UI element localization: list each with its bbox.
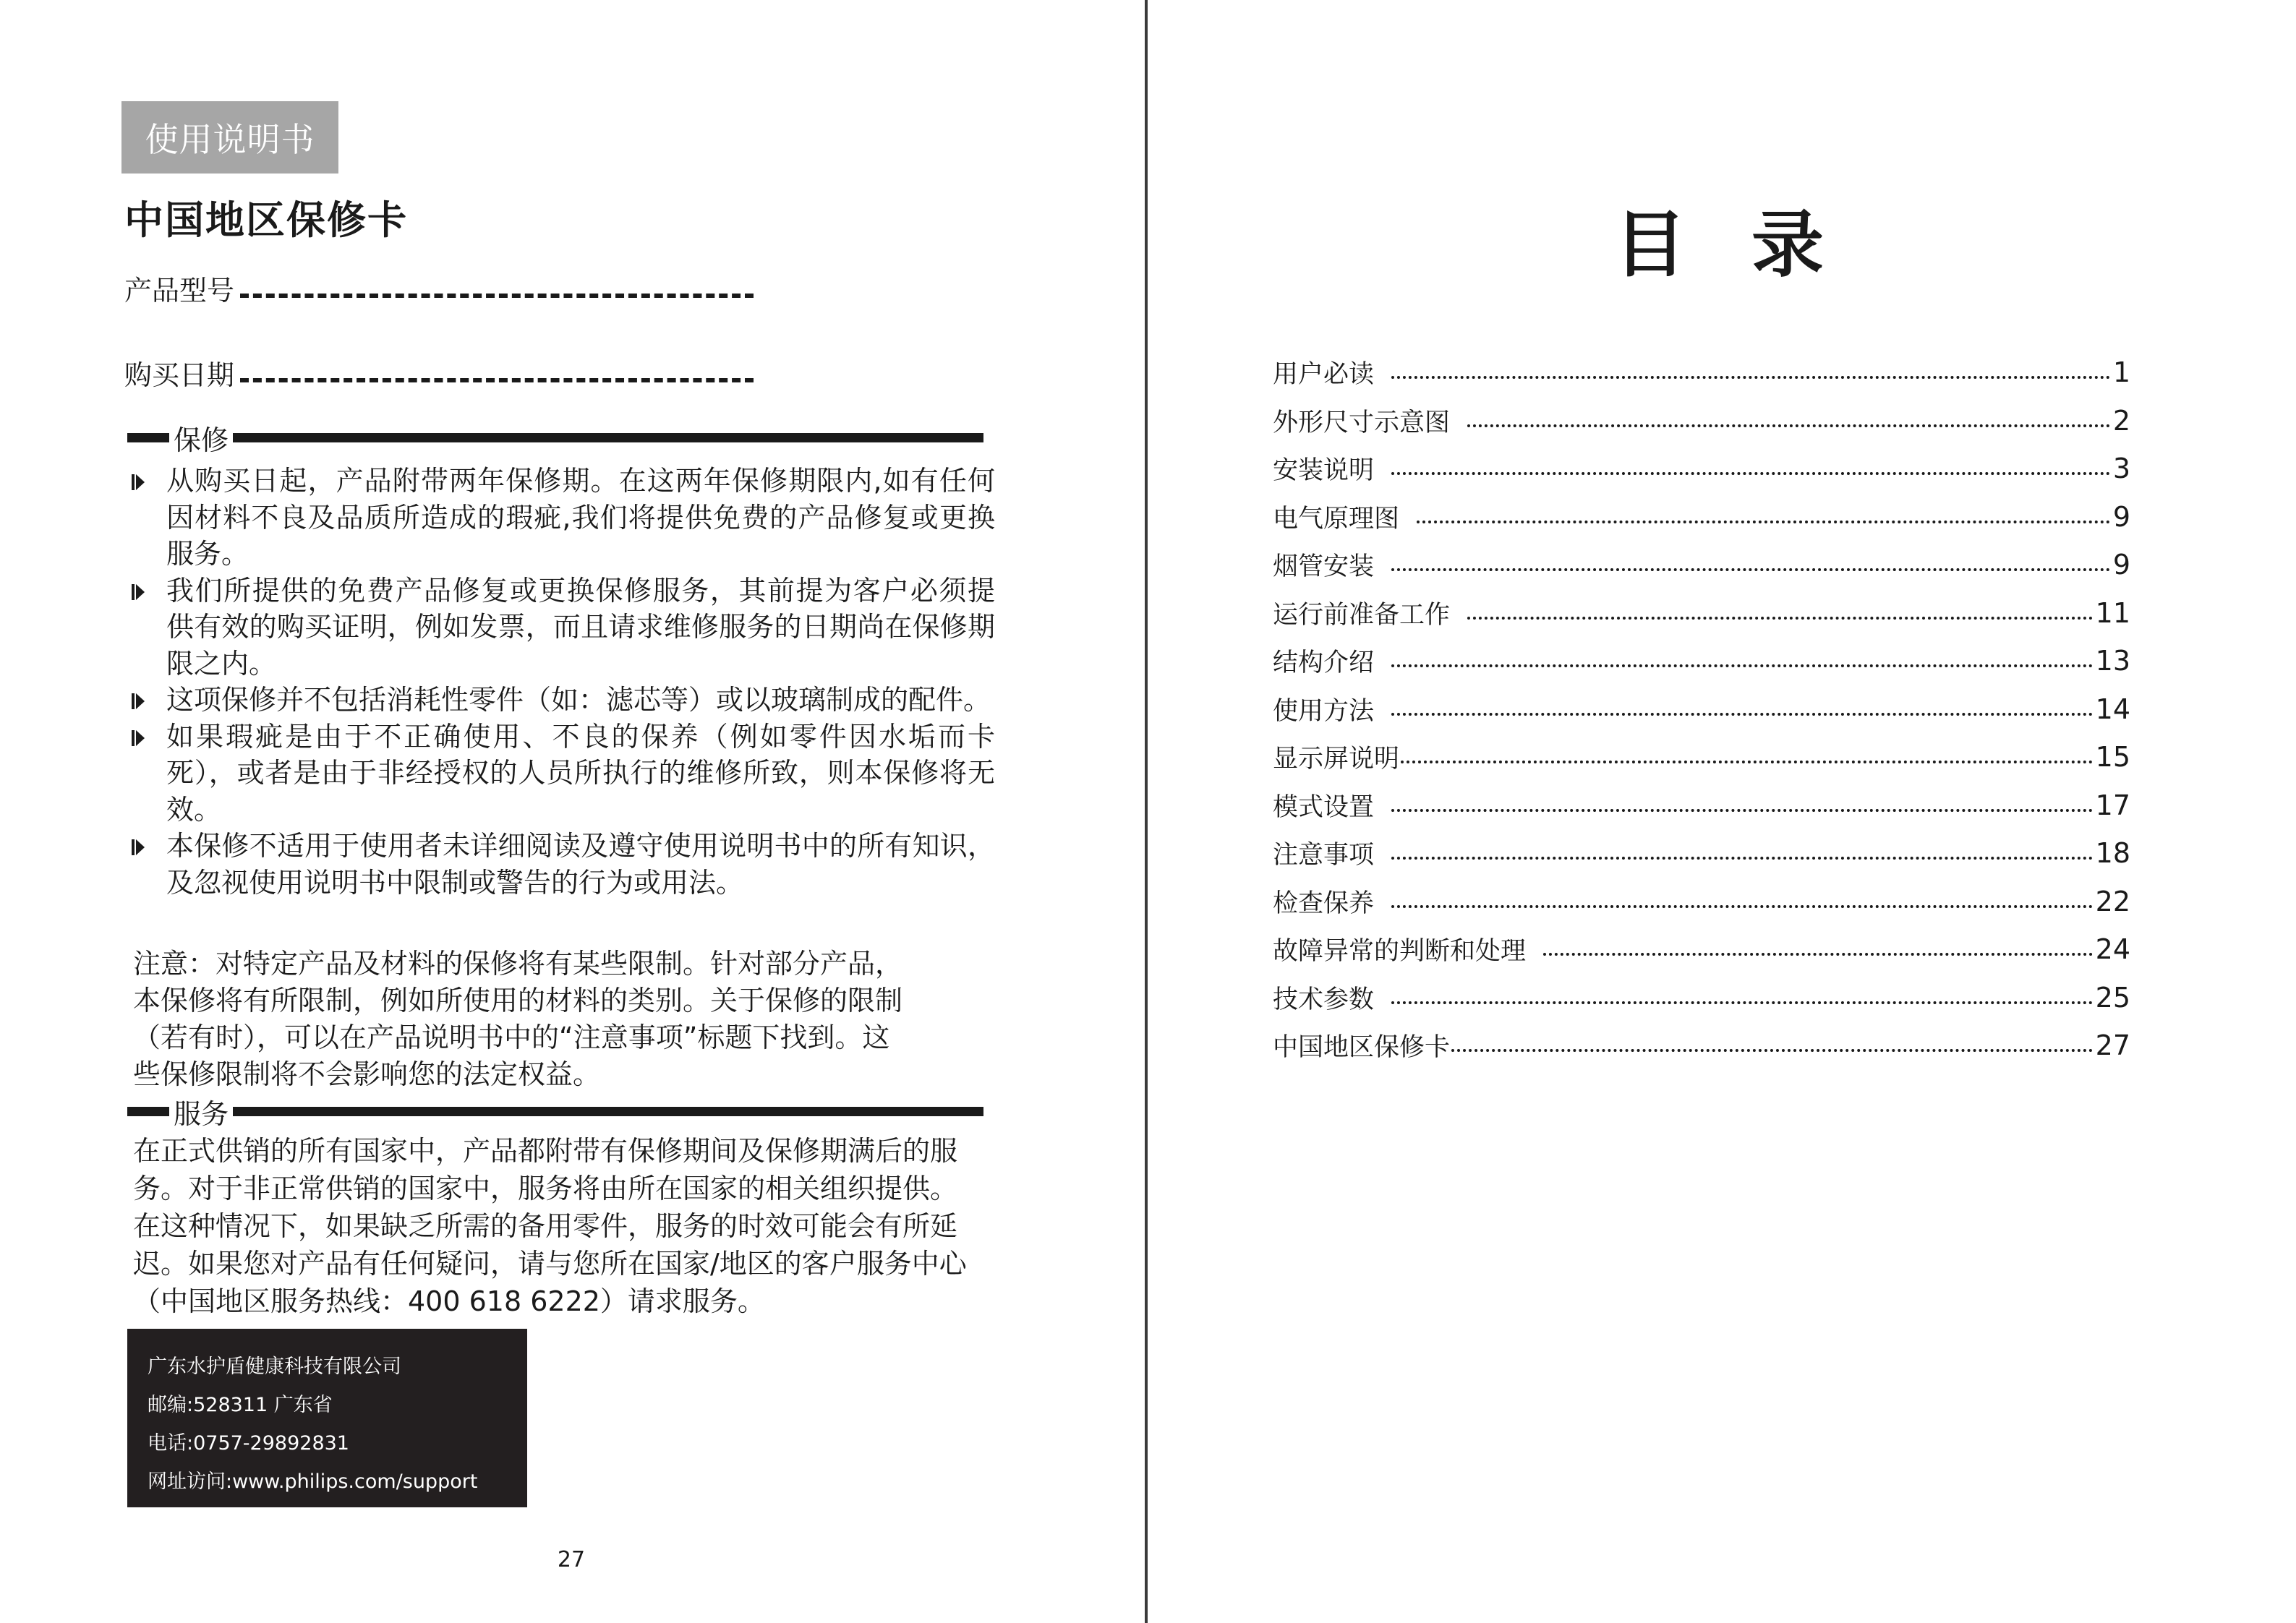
product-model-label: 产品型号	[124, 275, 235, 307]
toc-entry[interactable]	[1273, 685, 2130, 734]
toc-list	[1273, 348, 2130, 1070]
toc-entry[interactable]	[1273, 589, 2130, 638]
toc-entry-label: 中国地区保修卡	[1273, 1033, 1451, 1063]
product-model-blank	[240, 294, 754, 298]
dot-leader	[1451, 1049, 2093, 1052]
service-line: 迟。如果您对产品有任何疑问，请与您所在国家/地区的客户服务中心	[133, 1248, 967, 1280]
warranty-note	[133, 946, 957, 1093]
warranty-card-page	[0, 0, 1146, 1623]
toc-entry-page: 18	[2095, 837, 2130, 870]
list-item	[127, 682, 995, 719]
list-item	[127, 719, 995, 828]
warranty-heading	[127, 418, 983, 457]
toc-entry-page: 11	[2095, 596, 2130, 629]
dot-leader	[1467, 617, 2093, 620]
toc-entry-page: 13	[2095, 645, 2130, 677]
toc-entry-label: 技术参数	[1273, 985, 1375, 1014]
company-info-box	[127, 1329, 527, 1507]
dot-leader	[1391, 664, 2093, 667]
toc-entry-label: 使用方法	[1273, 696, 1375, 726]
toc-entry-label: 显示屏说明	[1273, 745, 1400, 774]
heading-rule-left	[127, 433, 169, 442]
dot-leader	[1467, 424, 2110, 427]
heading-rule-right	[233, 1107, 983, 1116]
bullet-icon	[132, 584, 145, 600]
purchase-date-field	[124, 349, 754, 393]
toc-entry-page: 1	[2112, 356, 2130, 389]
toc-entry[interactable]	[1273, 974, 2130, 1022]
toc-entry[interactable]	[1273, 925, 2130, 974]
heading-rule-right	[233, 433, 983, 442]
toc-entry-page: 15	[2095, 741, 2130, 774]
company-website[interactable]: 网址访问:www.philips.com/support	[148, 1470, 478, 1493]
company-phone: 电话:0757-29892831	[148, 1432, 349, 1455]
toc-entry-page: 9	[2112, 549, 2130, 581]
note-line: 本保修将有所限制，例如所使用的材料的类别。关于保修的限制	[133, 985, 903, 1016]
toc-entry[interactable]	[1273, 637, 2130, 685]
list-item-text: 从购买日起，产品附带两年保修期。在这两年保修期限内,如有任何因材料不良及品质所造成的瑕疵,我们将提供免费的产品修复或更换服务。	[166, 465, 995, 570]
bullet-icon	[132, 839, 145, 855]
toc-entry[interactable]	[1273, 878, 2130, 926]
toc-entry-page: 22	[2095, 885, 2130, 917]
list-item-text: 如果瑕疵是由于不正确使用、不良的保养（例如零件因水垢而卡死），或者是由于非经授权的人员所执行的维修所致，则本保修将无效。	[166, 720, 995, 826]
toc-title: 目录	[1614, 202, 1889, 287]
toc-entry-page: 24	[2095, 933, 2130, 966]
heading-rule-left	[127, 1107, 169, 1116]
bullet-icon	[132, 474, 145, 490]
toc-entry[interactable]	[1273, 733, 2130, 781]
toc-entry[interactable]	[1273, 445, 2130, 493]
service-line: 务。对于非正常供销的国家中，服务将由所在国家的相关组织提供。	[133, 1173, 958, 1204]
toc-entry[interactable]	[1273, 348, 2130, 397]
toc-entry-label: 外形尺寸示意图	[1273, 408, 1451, 437]
toc-entry[interactable]	[1273, 541, 2130, 589]
toc-entry-label: 安装说明	[1273, 456, 1375, 486]
bullet-icon	[132, 730, 145, 746]
service-description	[133, 1132, 994, 1320]
warranty-terms-list	[127, 463, 995, 901]
list-item-text: 本保修不适用于使用者未详细阅读及遵守使用说明书中的所有知识，及忽视使用说明书中限制或警告的行为或用法。	[166, 830, 995, 899]
list-item	[127, 463, 995, 573]
toc-entry[interactable]	[1273, 829, 2130, 878]
toc-entry-page: 2	[2112, 404, 2130, 437]
note-line: 些保修限制将不会影响您的法定权益。	[133, 1058, 601, 1090]
dot-leader	[1417, 521, 2110, 523]
company-name: 广东水护盾健康科技有限公司	[148, 1356, 401, 1378]
service-line: 在正式供销的所有国家中，产品都附带有保修期间及保修期满后的服	[133, 1135, 958, 1167]
toc-entry[interactable]	[1273, 781, 2130, 830]
toc-entry[interactable]	[1273, 1022, 2130, 1070]
list-item	[127, 828, 995, 901]
product-model-field	[124, 265, 754, 308]
bullet-icon	[132, 693, 145, 709]
dot-leader	[1391, 713, 2093, 716]
toc-entry-page: 25	[2095, 981, 2130, 1014]
dot-leader	[1401, 761, 2093, 763]
warranty-card-title: 中国地区保修卡	[124, 197, 408, 243]
toc-entry-label: 故障异常的判断和处理	[1273, 937, 1527, 967]
service-heading-label: 服务	[174, 1097, 229, 1130]
manual-tag: 使用说明书	[121, 101, 338, 174]
list-item-text: 这项保修并不包括消耗性零件（如：滤芯等）或以玻璃制成的配件。	[166, 684, 991, 716]
service-line: （中国地区服务热线：400 618 6222）请求服务。	[133, 1285, 765, 1317]
toc-entry-label: 注意事项	[1273, 841, 1375, 870]
service-heading	[127, 1092, 983, 1131]
dot-leader	[1391, 857, 2093, 860]
dot-leader	[1391, 376, 2110, 379]
toc-entry-label: 用户必读	[1273, 360, 1375, 390]
company-postcode: 邮编:528311 广东省	[148, 1394, 333, 1416]
purchase-date-blank	[240, 378, 754, 382]
toc-entry-page: 17	[2095, 789, 2130, 821]
toc-entry-label: 电气原理图	[1273, 504, 1400, 534]
toc-entry-page: 9	[2112, 500, 2130, 533]
toc-entry[interactable]	[1273, 493, 2130, 541]
dot-leader	[1391, 809, 2093, 812]
service-line: 在这种情况下，如果缺乏所需的备用零件，服务的时效可能会有所延	[133, 1210, 958, 1242]
toc-entry-label: 模式设置	[1273, 792, 1375, 822]
toc-entry-label: 结构介绍	[1273, 648, 1375, 678]
toc-entry-page: 3	[2112, 453, 2130, 485]
dot-leader	[1391, 568, 2110, 571]
note-line: 注意：对特定产品及材料的保修将有某些限制。针对部分产品，	[133, 948, 903, 980]
note-line: （若有时），可以在产品说明书中的“注意事项”标题下找到。这	[133, 1022, 890, 1053]
toc-entry-page: 14	[2095, 693, 2130, 725]
dot-leader	[1543, 953, 2093, 956]
purchase-date-label: 购买日期	[124, 359, 235, 391]
toc-entry[interactable]	[1273, 397, 2130, 445]
page-number: 27	[557, 1547, 586, 1572]
toc-entry-label: 检查保养	[1273, 888, 1375, 918]
list-item	[127, 573, 995, 682]
toc-entry-label: 运行前准备工作	[1273, 600, 1451, 630]
dot-leader	[1391, 472, 2110, 475]
warranty-heading-label: 保修	[174, 424, 229, 456]
list-item-text: 我们所提供的免费产品修复或更换保修服务，其前提为客户必须提 供有效的购买证明，例如发票，而且请求维修服务的日期尚在保修期限之内。	[166, 574, 995, 680]
toc-entry-label: 烟管安装	[1273, 552, 1375, 582]
toc-entry-page: 27	[2095, 1029, 2130, 1062]
dot-leader	[1391, 905, 2093, 908]
dot-leader	[1391, 1001, 2093, 1004]
